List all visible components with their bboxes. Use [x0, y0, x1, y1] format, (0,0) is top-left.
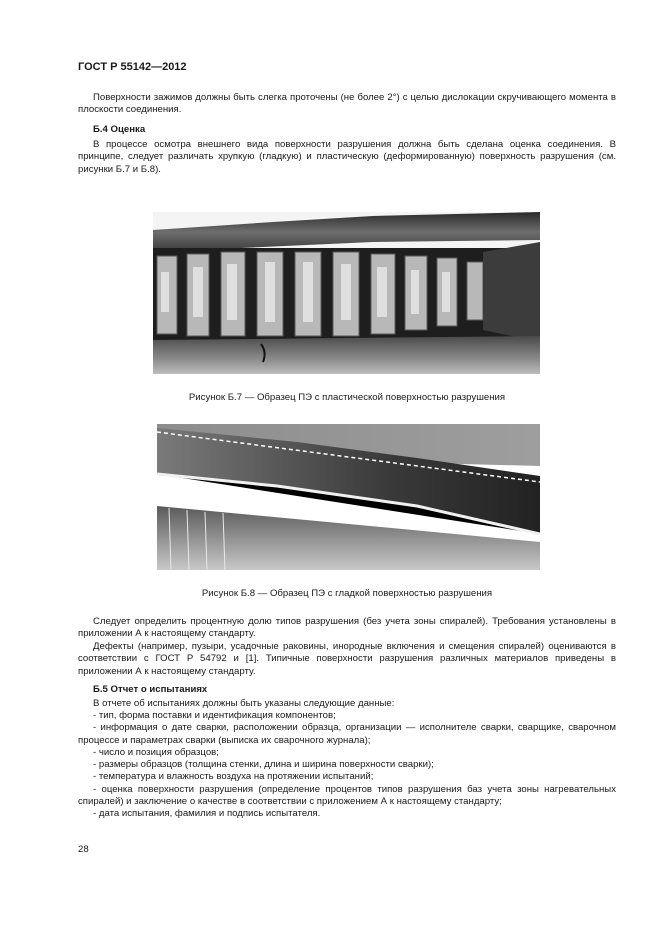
list-item: - дата испытания, фамилия и подпись испытателя.	[93, 808, 321, 820]
fracture-percent-paragraph: Следует определить процентную долю типов разрушения (без учета зоны спиралей). Требования установлены в приложении А к настоящему стандарту.	[78, 616, 616, 640]
figure-b7-photo	[153, 212, 540, 374]
section-b5-heading: Б.5 Отчет о испытаниях	[93, 684, 208, 695]
defects-paragraph: Дефекты (например, пузыри, усадочные раковины, инородные включения и смещения спиралей) оцениваются в соответствии с ГОСТ Р 54792 и [1]. Типичные поверхности разрушения различных материалов приведены в приложении А к настоящему стандарту.	[78, 641, 616, 677]
figure-b8-photo	[157, 424, 540, 570]
list-item: - оценка поверхности разрушения (определение процентов типов разрушения баз учета зоны нагревательных спиралей) и заключение о качестве в соответствии с приложением А к настоящему стандарту;	[78, 783, 616, 808]
list-item: - тип, форма поставки и идентификация компонентов;	[93, 710, 336, 721]
section-b5-intro: В отчете об испытаниях должны быть указаны следующие данные:	[93, 698, 395, 709]
list-item: - информация о дате сварки, расположении образца, организации — исполнителе сварки, сварщике, сварочном процессе и параметрах сварки (выписка их сварочного журнала);	[78, 722, 616, 746]
list-item: - число и позиция образцов;	[93, 746, 219, 758]
list-item: - температура и влажность воздуха на протяжении испытаний;	[93, 771, 374, 783]
page-number: 28	[78, 844, 89, 855]
figure-b7-caption: Рисунок Б.7 — Образец ПЭ с пластической поверхностью разрушения	[188, 392, 506, 403]
section-b4-heading: Б.4 Оценка	[93, 124, 146, 135]
report-items-list	[78, 710, 616, 821]
intro-paragraph: Поверхности зажимов должны быть слегка проточены (не более 2°) с целью дислокации скручивающего момента в плоскости соединения.	[78, 92, 616, 116]
section-b4-paragraph: В процессе осмотра внешнего вида поверхности разрушения должна быть сделана оценка соединения. В принципе, следует различать хрупкую (гладкую) и пластическую (деформированную) поверхность разрушения (см. рисунки Б.7 и Б.8).	[78, 139, 616, 175]
figure-b8-caption: Рисунок Б.8 — Образец ПЭ с гладкой поверхностью разрушения	[201, 588, 493, 599]
list-item: - размеры образцов (толщина стенки, длина и ширина поверхности сварки);	[93, 759, 434, 771]
document-header: ГОСТ Р 55142—2012	[78, 61, 187, 73]
